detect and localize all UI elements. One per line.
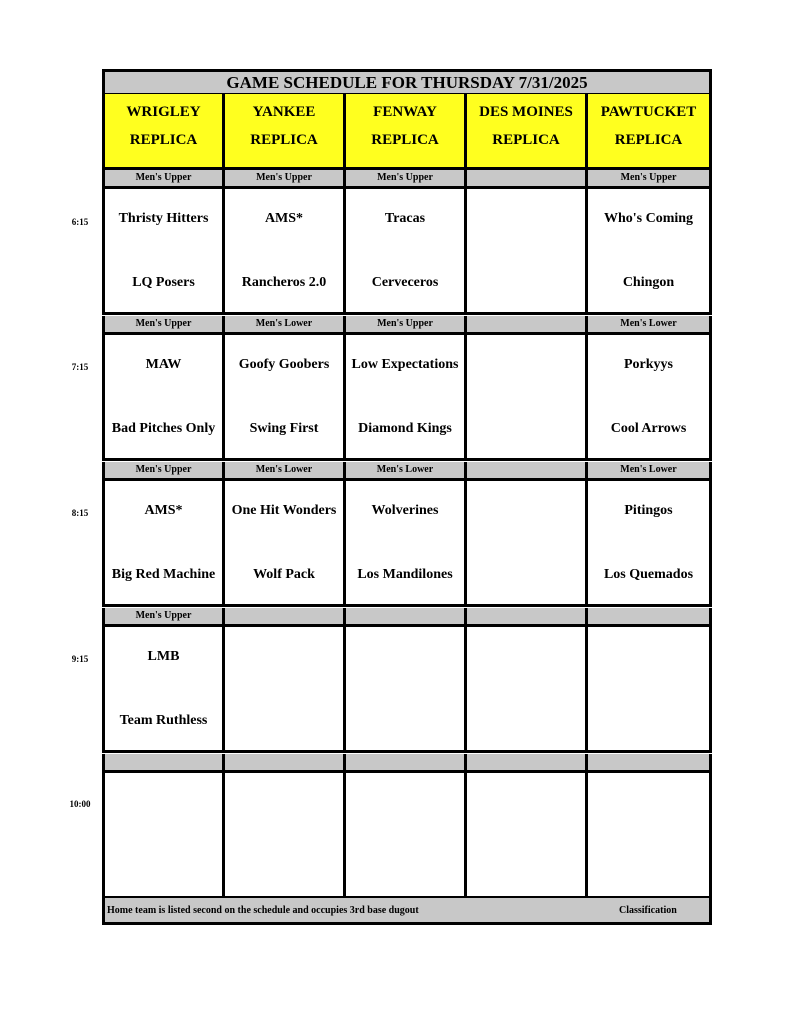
- field-header-fenway: [346, 94, 467, 170]
- classification-row: [102, 608, 712, 627]
- classification-cell: [225, 754, 346, 773]
- game-row: [102, 481, 712, 607]
- home-team: Team Ruthless: [119, 713, 208, 728]
- away-team: AMS*: [264, 211, 304, 226]
- game-row: [102, 189, 712, 315]
- home-team: Chingon: [622, 275, 675, 290]
- home-team: Cool Arrows: [610, 421, 687, 436]
- away-team: One Hit Wonders: [231, 503, 337, 518]
- classification-cell: Men's Upper: [346, 316, 467, 335]
- away-team: Thristy Hitters: [118, 211, 209, 226]
- home-team-note: Home team is listed second on the schedule and occupies 3rd base dugout: [107, 905, 419, 916]
- classification-cell: Men's Upper: [102, 462, 225, 481]
- game-cell: [225, 627, 346, 753]
- game-cell: [102, 773, 225, 899]
- home-team: Los Mandilones: [357, 567, 453, 582]
- field-name: FENWAY: [373, 104, 437, 120]
- classification-cell: Men's Upper: [225, 170, 346, 189]
- game-cell: [588, 481, 712, 607]
- away-team: Pitingos: [624, 503, 673, 518]
- time-slot-715: [102, 316, 712, 461]
- game-cell: [588, 335, 712, 461]
- home-team: Wolf Pack: [253, 567, 315, 582]
- game-cell: [588, 189, 712, 315]
- classification-cell: Men's Lower: [346, 462, 467, 481]
- game-cell: [346, 189, 467, 315]
- game-cell: [102, 627, 225, 753]
- game-cell: [102, 481, 225, 607]
- classification-cell: [588, 754, 712, 773]
- home-team: Diamond Kings: [358, 421, 452, 436]
- schedule-title: GAME SCHEDULE FOR THURSDAY 7/31/2025: [102, 69, 712, 96]
- classification-cell: Men's Lower: [225, 462, 346, 481]
- classification-cell: [346, 754, 467, 773]
- home-team: Big Red Machine: [111, 567, 216, 582]
- field-name: DES MOINES: [479, 104, 573, 120]
- home-team: Cerveceros: [371, 275, 439, 290]
- game-cell: [346, 335, 467, 461]
- game-cell: [467, 773, 588, 899]
- classification-row: [102, 316, 712, 335]
- classification-row: [102, 754, 712, 773]
- game-cell: [102, 189, 225, 315]
- game-schedule-sheet: [102, 69, 712, 925]
- field-header-wrigley: [102, 94, 225, 170]
- game-row: [102, 773, 712, 899]
- home-team: Los Quemados: [603, 567, 694, 582]
- time-slot-815: [102, 462, 712, 607]
- away-team: Low Expectations: [351, 357, 459, 372]
- classification-cell: Men's Lower: [588, 462, 712, 481]
- away-team: Porkyys: [624, 357, 673, 372]
- classification-cell: Men's Upper: [346, 170, 467, 189]
- classification-cell: [467, 754, 588, 773]
- home-team: Bad Pitches Only: [111, 421, 216, 436]
- game-cell: [225, 773, 346, 899]
- field-name: WRIGLEY: [126, 104, 201, 120]
- field-subtitle: REPLICA: [250, 132, 318, 148]
- game-cell: [346, 481, 467, 607]
- time-label-1000: 10:00: [69, 799, 91, 809]
- classification-cell: Men's Lower: [225, 316, 346, 335]
- game-cell: [467, 335, 588, 461]
- field-subtitle: REPLICA: [371, 132, 439, 148]
- time-label-815: 8:15: [71, 508, 89, 518]
- field-header-row: [102, 94, 712, 170]
- game-row: [102, 335, 712, 461]
- home-team: LQ Posers: [132, 275, 195, 290]
- away-team: LMB: [147, 649, 180, 664]
- home-team: Swing First: [249, 421, 319, 436]
- home-team: Rancheros 2.0: [241, 275, 327, 290]
- away-team: MAW: [145, 357, 182, 372]
- game-cell: [102, 335, 225, 461]
- classification-cell: [225, 608, 346, 627]
- classification-cell: Men's Upper: [588, 170, 712, 189]
- away-team: Wolverines: [371, 503, 439, 518]
- field-name: PAWTUCKET: [600, 104, 697, 120]
- time-slot-1000: [102, 754, 712, 899]
- classification-cell: [467, 316, 588, 335]
- classification-cell: [346, 608, 467, 627]
- game-cell: [588, 773, 712, 899]
- game-cell: [225, 189, 346, 315]
- game-cell: [467, 481, 588, 607]
- classification-cell: Men's Upper: [102, 608, 225, 627]
- classification-label: Classification: [619, 905, 677, 916]
- classification-cell: Men's Upper: [102, 170, 225, 189]
- game-cell: [346, 773, 467, 899]
- field-subtitle: REPLICA: [129, 132, 198, 148]
- away-team: Tracas: [384, 211, 426, 226]
- classification-row: [102, 170, 712, 189]
- time-label-715: 7:15: [71, 362, 89, 372]
- classification-cell: [102, 754, 225, 773]
- away-team: Who's Coming: [603, 211, 694, 226]
- classification-cell: [588, 608, 712, 627]
- field-header-des-moines: [467, 94, 588, 170]
- game-cell: [225, 481, 346, 607]
- time-label-915: 9:15: [71, 654, 89, 664]
- field-subtitle: REPLICA: [614, 132, 683, 148]
- classification-cell: [467, 170, 588, 189]
- field-header-yankee: [225, 94, 346, 170]
- game-cell: [467, 189, 588, 315]
- game-cell: [588, 627, 712, 753]
- game-cell: [467, 627, 588, 753]
- field-subtitle: REPLICA: [492, 132, 560, 148]
- classification-cell: [467, 608, 588, 627]
- schedule-footer: [102, 898, 712, 925]
- game-cell: [225, 335, 346, 461]
- classification-row: [102, 462, 712, 481]
- field-header-pawtucket: [588, 94, 712, 170]
- classification-cell: [467, 462, 588, 481]
- classification-cell: Men's Upper: [102, 316, 225, 335]
- time-slot-615: [102, 170, 712, 315]
- field-name: YANKEE: [252, 104, 316, 120]
- away-team: Goofy Goobers: [238, 357, 330, 372]
- game-cell: [346, 627, 467, 753]
- classification-cell: Men's Lower: [588, 316, 712, 335]
- time-label-615: 6:15: [71, 217, 89, 227]
- game-row: [102, 627, 712, 753]
- away-team: AMS*: [144, 503, 183, 518]
- time-slot-915: [102, 608, 712, 753]
